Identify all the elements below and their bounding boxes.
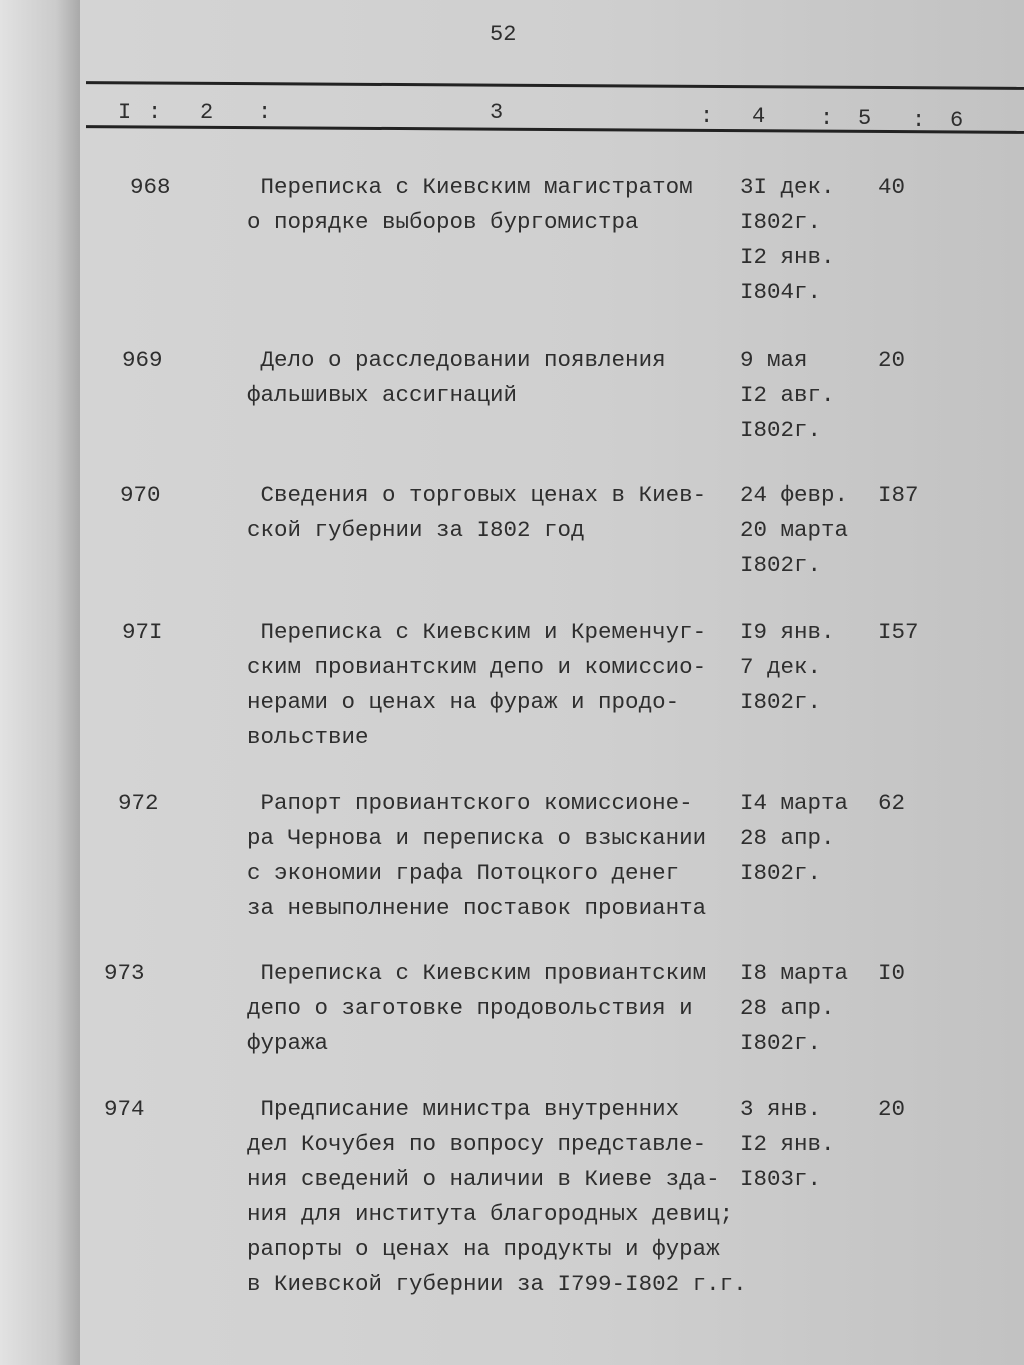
description-line: фуража (247, 1030, 329, 1056)
entry-number: 969 (122, 347, 163, 373)
description-line: ния сведений о наличии в Киеве зда- (247, 1166, 720, 1192)
header-top-rule (86, 81, 1024, 90)
date-line: I4 марта (740, 790, 849, 816)
date-line: I802г. (740, 689, 822, 715)
description-line: вольствие (247, 724, 369, 750)
entry-dates (740, 478, 848, 583)
column-separator: : (148, 100, 162, 125)
column-separator: : (912, 108, 926, 133)
entry-sheet-count: 20 (878, 347, 906, 373)
description-line: ния для института благородных девиц; (247, 1201, 734, 1227)
entry-sheet-count: 40 (878, 174, 906, 200)
description-line: рапорты о ценах на продукты и фураж (247, 1236, 720, 1262)
description-line: Сведения о торговых ценах в Киев- (247, 482, 707, 508)
page-number: 52 (490, 22, 517, 47)
description-line: нерами о ценах на фураж и продо- (247, 689, 680, 715)
entry-description (247, 478, 706, 548)
column-separator: : (700, 104, 714, 129)
entry-dates (740, 1092, 835, 1197)
date-line: 24 февр. (740, 482, 849, 508)
entry-number: 970 (120, 482, 161, 508)
description-line: ра Чернова и переписка о взыскании (247, 825, 707, 851)
date-line: I2 янв. (740, 244, 835, 270)
column-header-5: 5 (858, 106, 872, 131)
entry-sheet-count: I57 (878, 619, 919, 645)
date-line: I2 авг. (740, 382, 835, 408)
date-line: I804г. (740, 279, 822, 305)
entry-description (247, 1092, 747, 1302)
date-line: 20 марта (740, 517, 849, 543)
column-separator: : (258, 100, 272, 125)
entry-description (247, 786, 706, 926)
header-bottom-rule (86, 125, 1024, 134)
entry-description (247, 170, 693, 240)
column-header-1: I (118, 100, 132, 125)
date-line: I802г. (740, 209, 822, 235)
date-line: 3 янв. (740, 1096, 822, 1122)
description-line: Рапорт провиантского комиссионе- (247, 790, 693, 816)
date-line: I2 янв. (740, 1131, 835, 1157)
date-line: 7 дек. (740, 654, 822, 680)
description-line: в Киевской губернии за I799-I802 г.г. (247, 1271, 747, 1297)
entry-sheet-count: I87 (878, 482, 919, 508)
date-line: I802г. (740, 552, 822, 578)
date-line: I8 марта (740, 960, 849, 986)
date-line: 28 апр. (740, 825, 835, 851)
column-header-6: 6 (950, 108, 964, 133)
description-line: Переписка с Киевским и Кременчуг- (247, 619, 707, 645)
entry-sheet-count: 62 (878, 790, 906, 816)
date-line: I803г. (740, 1166, 822, 1192)
description-line: Переписка с Киевским магистратом (247, 174, 693, 200)
date-line: 3I дек. (740, 174, 835, 200)
entry-number: 974 (104, 1096, 145, 1122)
description-line: ской губернии за I802 год (247, 517, 585, 543)
description-line: Предписание министра внутренних (247, 1096, 680, 1122)
date-line: I9 янв. (740, 619, 835, 645)
entry-description (247, 956, 706, 1061)
description-line: дел Кочубея по вопросу представле- (247, 1131, 707, 1157)
description-line: ским провиантским депо и комиссио- (247, 654, 707, 680)
description-line: депо о заготовке продовольствия и (247, 995, 693, 1021)
description-line: с экономии графа Потоцкого денег (247, 860, 680, 886)
entry-dates (740, 786, 848, 891)
entry-description (247, 615, 706, 755)
column-header-4: 4 (752, 104, 766, 129)
date-line: I802г. (740, 1030, 822, 1056)
date-line: 28 апр. (740, 995, 835, 1021)
description-line: о порядке выборов бургомистра (247, 209, 639, 235)
column-separator: : (820, 106, 834, 131)
entry-dates (740, 615, 835, 720)
entry-description (247, 343, 666, 413)
entry-number: 973 (104, 960, 145, 986)
description-line: за невыполнение поставок провианта (247, 895, 707, 921)
entry-dates (740, 956, 848, 1061)
date-line: 9 мая (740, 347, 808, 373)
description-line: фальшивых ассигнаций (247, 382, 518, 408)
date-line: I802г. (740, 417, 822, 443)
date-line: I802г. (740, 860, 822, 886)
entry-dates (740, 343, 835, 448)
entry-number: 972 (118, 790, 159, 816)
page-fold (0, 0, 80, 1365)
entry-dates (740, 170, 835, 310)
column-header-3: 3 (490, 100, 504, 125)
description-line: Переписка с Киевским провиантским (247, 960, 707, 986)
entry-number: 97I (122, 619, 163, 645)
entry-number: 968 (130, 174, 171, 200)
column-header-2: 2 (200, 100, 214, 125)
entry-sheet-count: I0 (878, 960, 906, 986)
description-line: Дело о расследовании появления (247, 347, 666, 373)
entry-sheet-count: 20 (878, 1096, 906, 1122)
